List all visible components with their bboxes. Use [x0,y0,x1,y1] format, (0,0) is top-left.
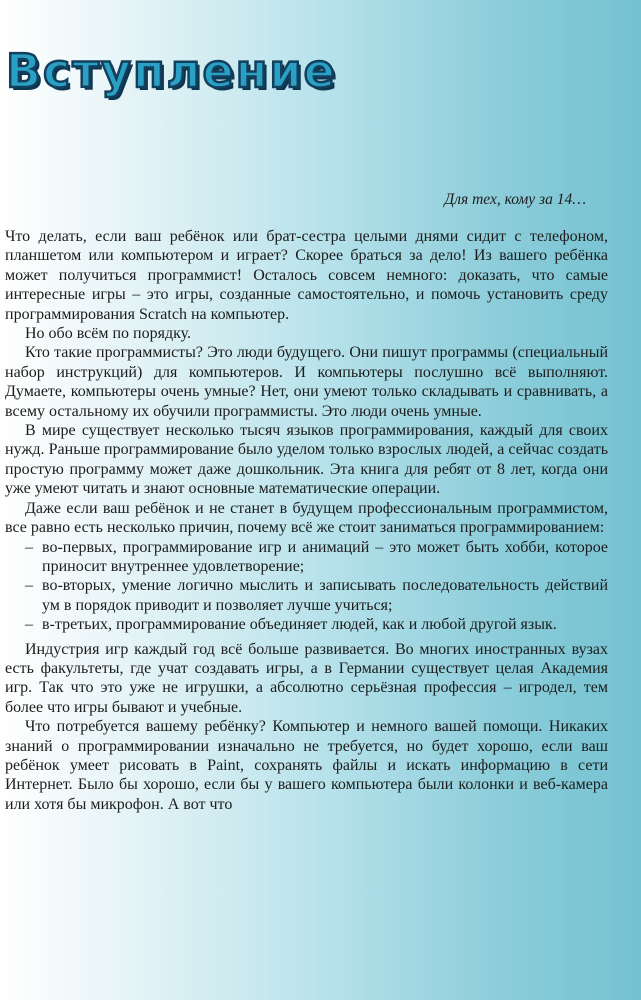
paragraph: Кто такие программисты? Это люди будущего. Они пишут программы (специальный набор инструкций) для компьютеров. И компьютеры послушно всё выполняют. Думаете, компьютеры очень умные? Нет, они умеют только складывать и сравнивать, а всему остальному их обучили программисты. Это люди очень умные. [5,344,608,420]
dash-marker: – [25,616,33,634]
epigraph: Для тех, кому за 14… [444,191,586,208]
list-item-text: во-вторых, умение логично мыслить и записывать последовательность действий ум в порядок приводит и позволяет лучше учиться; [42,577,608,614]
paragraph: В мире существует несколько тысяч языков программирования, каждый для своих нужд. Раньше программирование было уделом только взрослых людей, а сейчас создать простую программу может даже дошкольник. Эта книга для ребят от 8 лет, когда они уже умеют читать и знают основные математические операции. [5,422,608,498]
paragraph: Индустрия игр каждый год всё больше развивается. Во многих иностранных вузах есть факультеты, где учат создавать игры, а в Германии существует целая Академия игр. Так что это уже не игрушки, а абсолютно серьёзная профессия – игродел, тем более что игры бывают и учебные. [5,640,608,716]
body-text [5,227,608,814]
list-item [5,615,608,634]
reasons-list [5,538,608,635]
dash-marker: – [25,538,33,556]
list-item-text: в-третьих, программирование объединяет людей, как и любой другой язык. [42,616,557,634]
dash-marker: – [25,577,33,595]
paragraph: Что делать, если ваш ребёнок или брат-сестра целыми днями сидит с телефоном, планшетом или компьютером и играет? Скорее браться за дело! Из вашего ребёнка может получиться программист! Осталось совсем немного: доказать, что самые интересные игры – это игры, созданные самостоятельно, и помочь установить среду программирования Scratch на компьютер. [5,228,608,323]
page-title: Вступление [6,44,337,98]
paragraph: Но обо всём по порядку. [25,325,192,343]
paragraph: Что потребуется вашему ребёнку? Компьютер и немного вашей помощи. Никаких знаний о программировании изначально не требуется, но будет хорошо, если ваш ребёнок умеет рисовать в Paint, сохранять файлы и искать информацию в сети Интернет. Было бы хорошо, если бы у вашего компьютера были колонки и веб-камера или хотя бы микрофон. А вот что [5,718,608,813]
list-item-text: во-первых, программирование игр и анимаций – это может быть хобби, которое приносит внутреннее удовлетворение; [42,538,608,575]
list-item [5,538,608,577]
list-item [5,576,608,615]
paragraph: Даже если ваш ребёнок и не станет в будущем профессиональным программистом, все равно есть несколько причин, почему всё же стоит заниматься программированием: [5,499,608,537]
